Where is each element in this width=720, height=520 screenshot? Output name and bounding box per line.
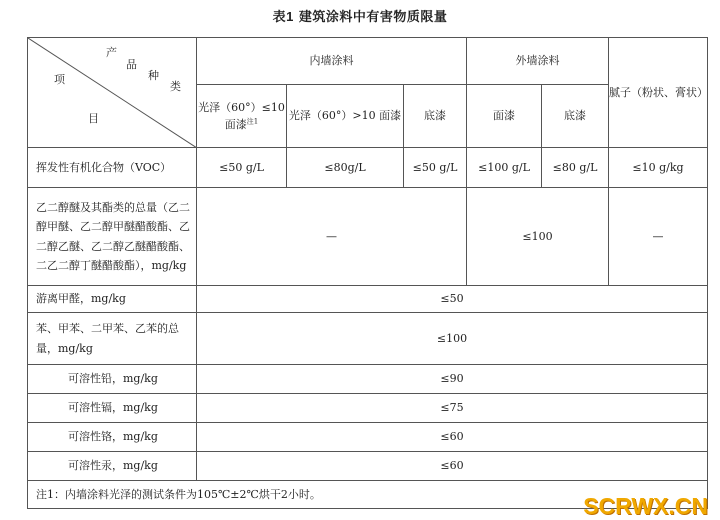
cell-glycol-putty: — [609, 188, 708, 286]
cell-voc-putty: ≤10 g/kg [609, 148, 708, 188]
header-putty [609, 38, 708, 148]
diagonal-header-cell [28, 38, 197, 148]
diag-char-lei: 类 [170, 80, 181, 93]
header-interior-coating: 内墙涂料 [197, 38, 467, 85]
row-label-formaldehyde: 游离甲醛，mg/kg [28, 286, 197, 313]
diag-char-xiang: 项 [54, 73, 65, 86]
row-label-cadmium: 可溶性镉，mg/kg [28, 394, 197, 423]
cell-glycol-interior: — [197, 188, 467, 286]
header-int-primer: 底漆 [404, 85, 467, 148]
cell-voc-ext-topcoat: ≤100 g/L [467, 148, 542, 188]
header-ext-primer: 底漆 [542, 85, 609, 148]
row-label-benzene: 苯、甲苯、二甲苯、乙苯的总量，mg/kg [28, 313, 197, 365]
cell-voc-int-gloss-high: ≤80g/L [287, 148, 404, 188]
header-putty-text: 腻子（粉状、膏状） [609, 85, 708, 99]
table-number: 表1 [272, 9, 294, 24]
cell-voc-int-primer: ≤50 g/L [404, 148, 467, 188]
footnote-marker: 注1 [246, 117, 259, 126]
row-label-voc: 挥发性有机化合物（VOC） [28, 148, 197, 188]
table-footnote: 注1：内墙涂料光泽的测试条件为105℃±2℃烘干2小时。 [28, 481, 708, 509]
table-row [28, 452, 708, 481]
row-label-glycol: 乙二醇醚及其酯类的总量（乙二醇甲醚、乙二醇甲醚醋酸酯、乙二醇乙醚、乙二醇乙醚醋酸酯、二乙二醇丁醚醋酸酯），mg/kg [28, 188, 197, 286]
hazardous-substances-table [27, 37, 708, 509]
diag-char-pin: 品 [126, 58, 137, 71]
cell-voc-int-gloss-low: ≤50 g/L [197, 148, 287, 188]
site-watermark: SCRWX.CN [583, 493, 708, 519]
header-int-gloss-high: 光泽（60°）>10 面漆 [287, 85, 404, 148]
header-exterior-coating: 外墙涂料 [467, 38, 609, 85]
int-gloss-low-text: 光泽（60°）≤10 面漆 [198, 100, 285, 131]
table-row [28, 188, 708, 286]
table-row [28, 423, 708, 452]
cell-voc-ext-primer: ≤80 g/L [542, 148, 609, 188]
cell-cadmium: ≤75 [197, 394, 708, 423]
cell-mercury: ≤60 [197, 452, 708, 481]
table-caption: 建筑涂料中有害物质限量 [298, 10, 448, 25]
row-label-lead: 可溶性铅，mg/kg [28, 365, 197, 394]
table-title [0, 6, 720, 25]
cell-benzene: ≤100 [197, 313, 708, 365]
table-row [28, 286, 708, 313]
row-label-mercury: 可溶性汞，mg/kg [28, 452, 197, 481]
diag-char-chan: 产 [106, 46, 117, 59]
diag-char-zhong: 种 [148, 69, 159, 82]
cell-lead: ≤90 [197, 365, 708, 394]
cell-chromium: ≤60 [197, 423, 708, 452]
header-int-gloss-low [197, 85, 287, 148]
row-label-chromium: 可溶性铬，mg/kg [28, 423, 197, 452]
cell-glycol-exterior: ≤100 [467, 188, 609, 286]
diag-char-mu: 目 [88, 112, 99, 125]
table-row [28, 365, 708, 394]
cell-formaldehyde: ≤50 [197, 286, 708, 313]
table-row [28, 148, 708, 188]
table-row [28, 313, 708, 365]
header-ext-topcoat: 面漆 [467, 85, 542, 148]
table-row [28, 394, 708, 423]
